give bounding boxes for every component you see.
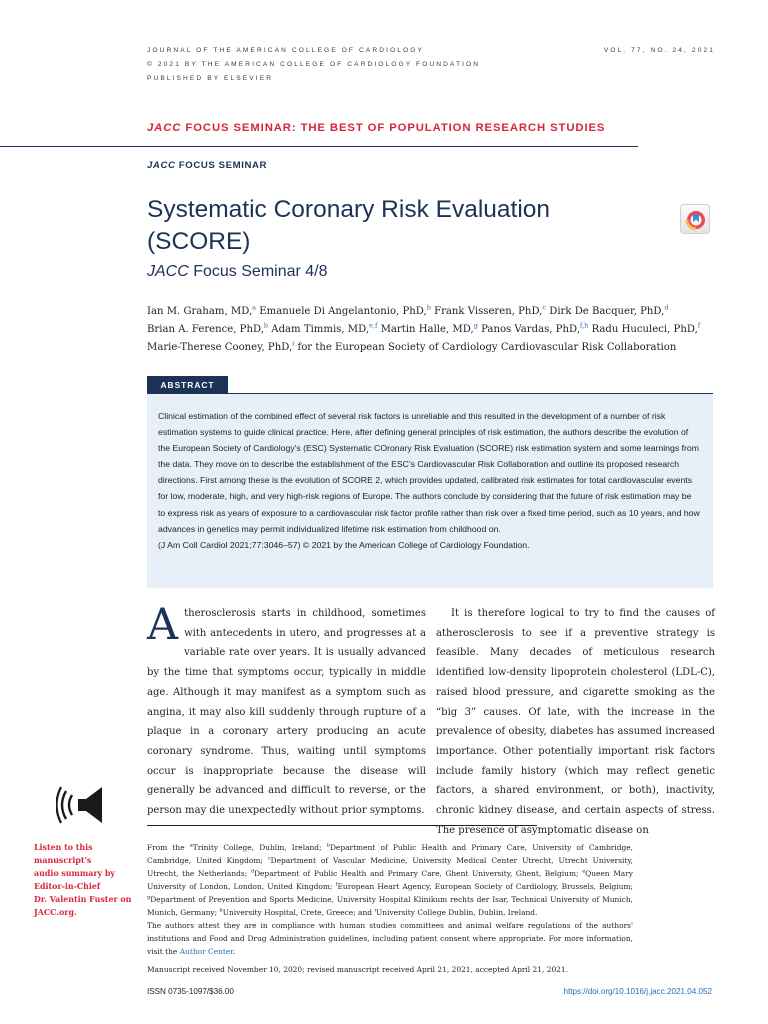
drop-cap: A [147, 600, 179, 650]
author-affil-ref: b [426, 303, 431, 312]
affil-text: Department of Vascular Medicine, University Medical Center Utrecht, Utrecht University, Utrecht, the Netherlands; [147, 856, 633, 879]
affil-prefix: From the [147, 843, 190, 852]
affil-mark: b [326, 842, 330, 849]
abstract-box [147, 394, 713, 588]
author-affil-ref: d [664, 303, 669, 312]
author[interactable]: Panos Vardas, PhD, [477, 324, 580, 335]
sidenote-line: JACC.org. [34, 908, 77, 918]
author-affil-ref: a [252, 303, 257, 312]
volume-info: VOL. 77, NO. 24, 2021 [603, 47, 715, 54]
author-affil-ref: f [697, 321, 701, 330]
author[interactable]: Brian A. Ference, PhD, [147, 324, 264, 335]
abstract-citation: (J Am Coll Cardiol 2021;77:3046–57) © 2021 by the American College of Cardiology Foundation. [158, 539, 530, 550]
sidenote-line: Dr. Valentin Fuster on [34, 895, 132, 905]
author-affil-ref: c [542, 303, 547, 312]
series-divider [0, 146, 638, 147]
series-jacc: JACC [147, 122, 182, 134]
affil-text: European Heart Agency, European Society of Cardiology, Brussels, Belgium; [337, 882, 634, 892]
issn: ISSN 0735-1097/$36.00 [147, 987, 234, 996]
publisher-line: PUBLISHED BY ELSEVIER [147, 75, 274, 82]
author[interactable]: Radu Huculeci, PhD, [588, 324, 698, 335]
series-text: FOCUS SEMINAR: THE BEST OF POPULATION RESEARCH STUDIES [181, 122, 606, 134]
author[interactable]: Frank Visseren, PhD, [430, 306, 543, 317]
author-list [147, 303, 727, 357]
speaker-icon[interactable] [56, 783, 110, 827]
author[interactable]: Marie-Therese Cooney, PhD, [147, 342, 293, 353]
article-title: Systematic Coronary Risk Evaluation (SCORE) [147, 196, 551, 255]
journal-name: JOURNAL OF THE AMERICAN COLLEGE OF CARDIOLOGY [147, 47, 424, 54]
author-group: for the European Society of Cardiology Cardiovascular Risk Collaboration [294, 342, 677, 353]
affil-mark: h [219, 907, 223, 914]
affiliations [147, 841, 633, 920]
author[interactable]: Ian M. Graham, MD, [147, 306, 253, 317]
author-center-link[interactable]: Author Center [179, 947, 234, 957]
received-dates: Manuscript received November 10, 2020; revised manuscript received April 21, 2021, accepted April 21, 2021. [147, 965, 569, 974]
series-banner [147, 122, 605, 134]
body-column-left [147, 600, 426, 821]
sidenote-line: audio summary by [34, 869, 115, 879]
affil-mark: f [335, 881, 338, 888]
affil-mark: e [582, 868, 586, 875]
author-affil-ref: e,f [369, 321, 378, 330]
author-affil-ref: i [292, 339, 295, 348]
crossmark-glyph [681, 205, 711, 235]
section-label [147, 160, 267, 171]
affil-mark: d [250, 868, 255, 875]
crossmark-icon[interactable] [680, 204, 710, 234]
section-jacc: JACC [147, 160, 176, 171]
author-affil-ref: f,h [579, 321, 589, 330]
sidenote-line: Editor-in-Chief [34, 882, 101, 892]
doi-link[interactable]: https://doi.org/10.1016/j.jacc.2021.04.052 [563, 987, 712, 996]
body-paragraph: It is therefore logical to try to find the causes of atherosclerosis to see if a preventive strategy is feasible. Many decades of meticulous research identified low-density lipoprotein cholesterol (LDL-C), raised blood pressure, and cigarette smoking as the “big 3” causes. Of late, with the increase in the prevalence of obesity, diabetes has assumed increased importance. Other potentially important risk factors include family history (which may reflect genetic factors, a shared environment, or both), inactivity, chronic kidney disease, and certain aspects of stress. The presence of asymptomatic disease on [436, 608, 715, 836]
ethics-text: The authors attest they are in compliance with human studies committees and animal welfare regulations of the authors' institutions and Food and Drug Administration guidelines, including patient consent where appropriate. For more information, visit the [147, 921, 633, 957]
author[interactable]: Martin Halle, MD, [377, 324, 474, 335]
affil-mark: a [189, 842, 193, 849]
running-head [147, 44, 715, 86]
abstract-text: Clinical estimation of the combined effect of several risk factors is unreliable and this resulted in the development of a number of risk estimation systems to guide clinical practice. Here, after defining general principles of risk estimation, the authors describe the evolution of the European Society of Cardiology's (ESC) Systematic COronary Risk Evaluation (SCORE) risk estimation system and some learnings from the data. They move on to describe the establishment of the ESC's Cardiovascular Risk Collaboration and outline its proposed research directions. First among these is the evolution of SCORE 2, which provides updated, calibrated risk estimates for total cardiovascular events for low, moderate, high, and very high-risk regions of Europe. The authors conclude by considering that the future of risk estimation may be to express risk as years of exposure to a cardiovascular risk factor profile rather than risk over a fixed time period, such as 10 years, and how advances in genetics may permit individualized lifetime risk estimation from childhood on. [158, 411, 700, 534]
body-paragraph: therosclerosis starts in childhood, sometimes with antecedents in utero, and progresses at a variable rate over years. It is usually advanced by the time that symptoms occur, typically in middle age. Although it may manifest as a symptom such as angina, it may also kill suddenly through rupture of a plaque in a coronary artery producing an acute coronary syndrome. Thus, waiting until symptoms occur is inappropriate because the disease will generally be advanced and difficult to reverse, or the person may die unexpectedly without prior symptoms. [147, 608, 426, 817]
affil-text: Queen Mary University of London, London, United Kingdom; [147, 869, 634, 892]
affil-text: University Hospital, Crete, Greece; and [222, 908, 375, 918]
author-affil-ref: b [263, 321, 269, 330]
abstract-label: ABSTRACT [147, 376, 228, 394]
article-subtitle [147, 263, 328, 281]
author[interactable]: Emanuele Di Angelantonio, PhD, [256, 306, 427, 317]
subtitle-jacc: JACC [147, 263, 189, 280]
affil-text: Department of Prevention and Sports Medicine, University Hospital Klinikum rechts der Isar, Technical University of Munich, Munich, Germany; [147, 895, 633, 918]
ethics-end: . [233, 947, 236, 957]
affil-mark: i [374, 907, 377, 914]
section-text: FOCUS SEMINAR [175, 160, 268, 171]
affil-text: University College Dublin, Dublin, Ireland. [376, 908, 538, 918]
body-column-right [436, 604, 715, 840]
subtitle-text: Focus Seminar 4/8 [188, 263, 328, 280]
sidenote-line: Listen to this manuscript's [34, 843, 93, 866]
audio-summary-note[interactable] [34, 841, 138, 920]
affil-mark: g [147, 894, 151, 901]
author-affil-ref: g [473, 321, 478, 330]
affil-text: Department of Public Health and Primary Care, University of Cambridge, Cambridge, United Kingdom; [147, 843, 633, 866]
affil-text: Department of Public Health and Primary Care, Ghent University, Ghent, Belgium; [254, 869, 583, 879]
affil-text: Trinity College, Dublin, Ireland; [192, 843, 327, 852]
copyright-line: © 2021 BY THE AMERICAN COLLEGE OF CARDIOLOGY FOUNDATION [147, 61, 481, 68]
author[interactable]: Adam Timmis, MD, [268, 324, 370, 335]
author[interactable]: Dirk De Bacquer, PhD, [546, 306, 665, 317]
footnote-divider [147, 825, 537, 826]
speaker-glyph [56, 783, 110, 827]
ethics-statement [147, 919, 633, 958]
affil-mark: c [267, 855, 271, 862]
